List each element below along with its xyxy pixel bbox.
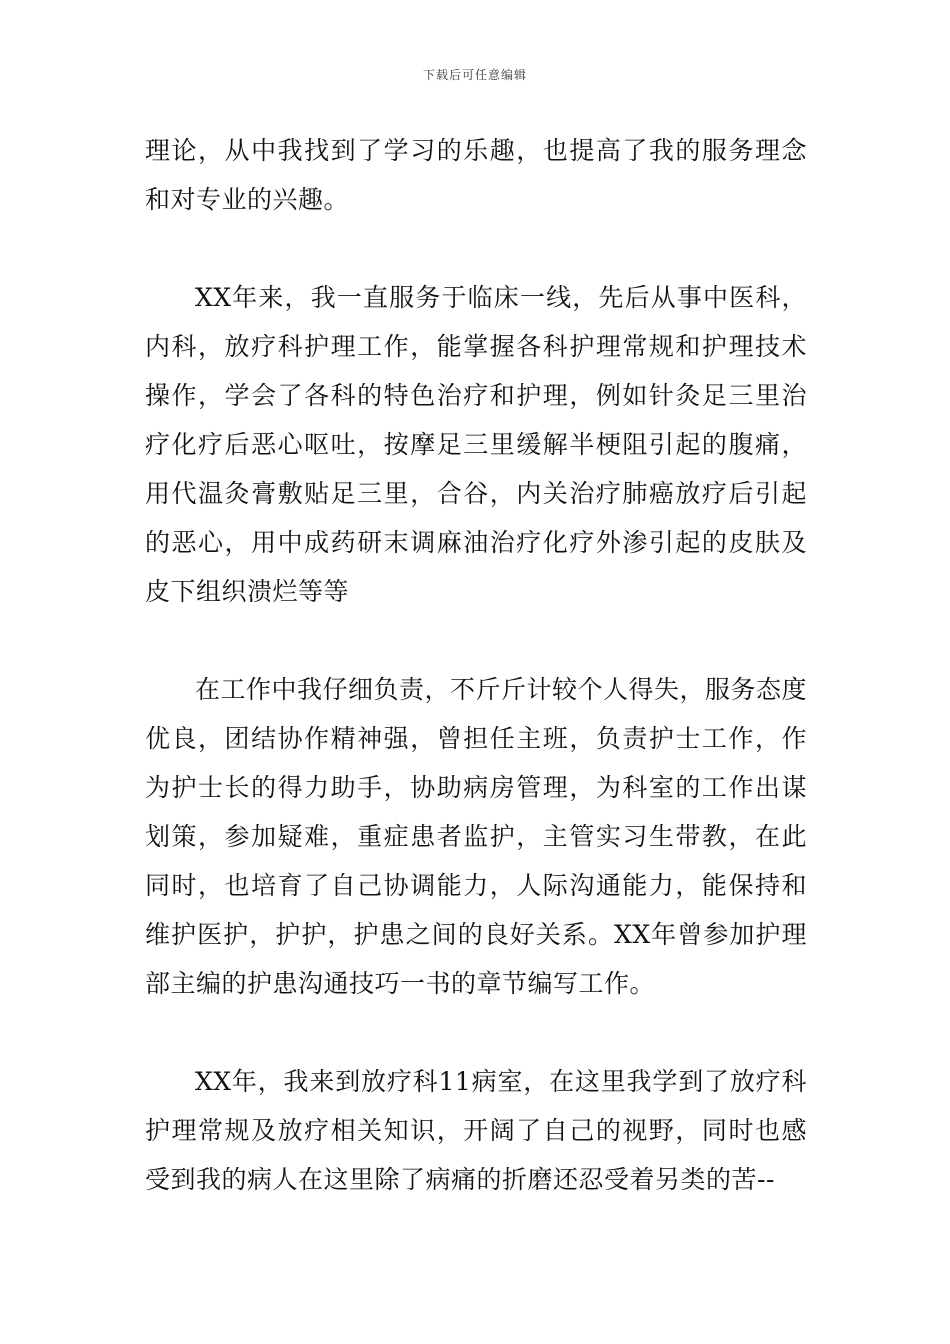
paragraph-3: 在工作中我仔细负责，不斤斤计较个人得失，服务态度优良，团结协作精神强，曾担任主班，负责护士工作，作为护士长的得力助手，协助病房管理，为科室的工作出谋划策，参加疑难，重症患者监护，主管实习生带教，在此同时，也培育了自己协调能力，人际沟通能力，能保持和维护医护，护护，护患之间的良好关系。XX年曾参加护理部主编的护患沟通技巧一书的章节编写工作。 (145, 675, 808, 998)
page-header: 下载后可任意编辑 (422, 68, 527, 82)
paragraph-gap (145, 1008, 807, 1057)
paragraph-2: XX年来，我一直服务于临床一线，先后从事中医科，内科，放疗科护理工作，能掌握各科护理常规和护理技术操作，学会了各科的特色治疗和护理，例如针灸足三里治疗化疗后恶心呕吐，按摩足三里缓解半梗阻引起的腹痛，用代温灸膏敷贴足三里，合谷，内关治疗肺癌放疗后引起的恶心，用中成药研末调麻油治疗化疗外渗引起的皮肤及皮下组织溃烂等等 (145, 283, 807, 606)
paragraph-1: 理论，从中我找到了学习的乐趣，也提高了我的服务理念和对专业的兴趣。 (145, 136, 807, 214)
document-body (145, 126, 807, 1204)
paragraph-4: XX年，我来到放疗科11病室，在这里我学到了放疗科护理常规及放疗相关知识，开阔了自己的视野，同时也感受到我的病人在这里除了病痛的折磨还忍受着另类的苦-- (145, 1067, 807, 1194)
paragraph-gap (145, 224, 807, 273)
paragraph-gap (145, 616, 807, 665)
